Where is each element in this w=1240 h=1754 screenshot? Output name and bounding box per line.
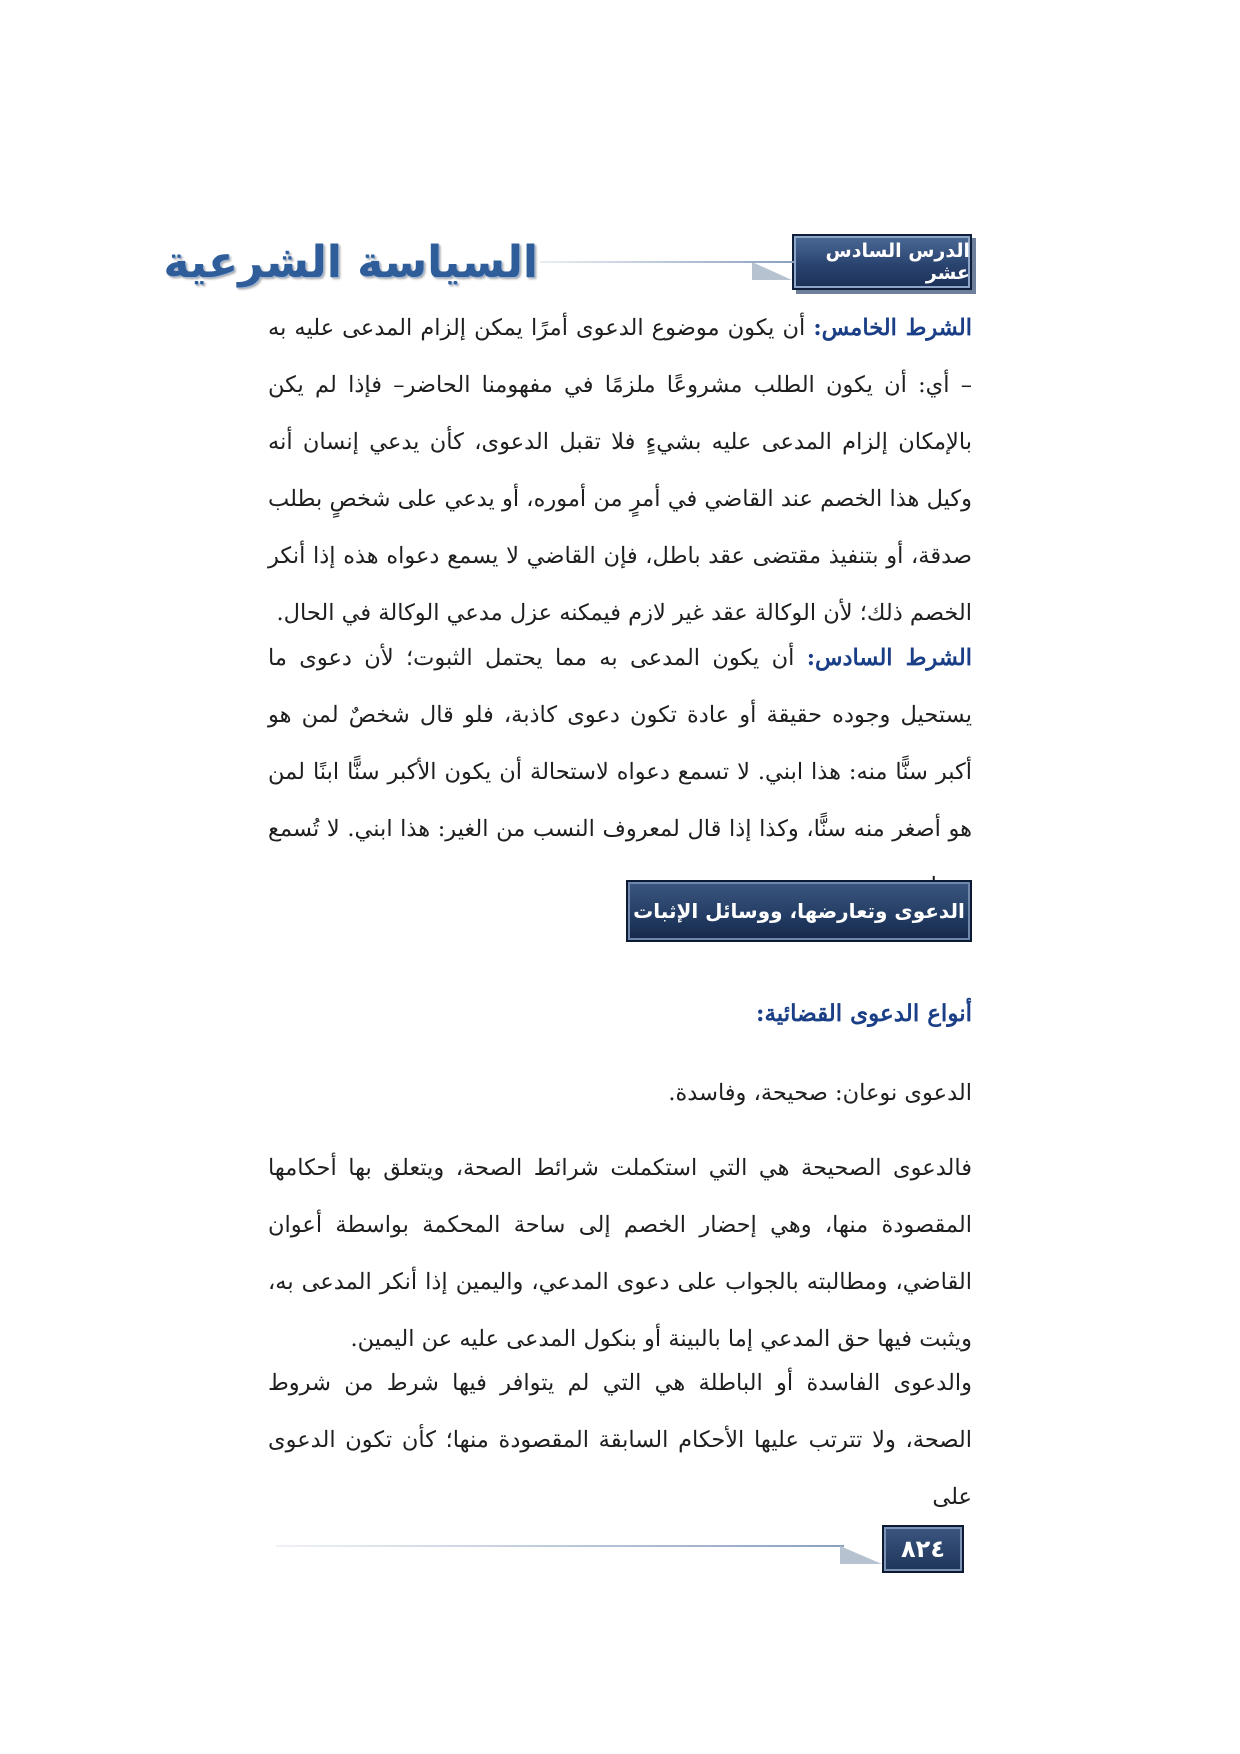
header-divider-line xyxy=(540,261,794,263)
condition-six-paragraph xyxy=(268,630,972,915)
condition-five-text: أن يكون موضوع الدعوى أمرًا يمكن إلزام المدعى عليه به – أي: أن يكون الطلب مشروعًا ملزمًا في مفهومنا الحاضر– فإذا لم يكن بالإمكان إلزام المدعى عليه بشيءٍ فلا تقبل الدعوى، كأن يدعي إنسان أنه وكيل هذا الخصم عند القاضي في أمرٍ من أموره، أو يدعي على شخصٍ بطلب صدقة، أو بتنفيذ مقتضى عقد باطل، فإن القاضي لا يسمع دعواه هذه إذا أنكر الخصم ذلك؛ لأن الوكالة عقد غير لازم فيمكنه عزل مدعي الوكالة في الحال. xyxy=(268,315,972,626)
lesson-label-box xyxy=(792,234,972,290)
valid-claim-paragraph xyxy=(268,1140,972,1368)
invalid-claim-paragraph xyxy=(268,1355,972,1526)
footer-divider-line xyxy=(276,1545,844,1547)
page-number: ٨٢٤ xyxy=(901,1535,945,1563)
condition-five-label: الشرط الخامس: xyxy=(813,315,972,341)
section-banner xyxy=(626,880,972,942)
valid-claim-text: فالدعوى الصحيحة هي التي استكملت شرائط الصحة، ويتعلق بها أحكامها المقصودة منها، وهي إحضار الخصم إلى ساحة المحكمة بواسطة أعوان القاضي، ومطالبته بالجواب على دعوى المدعي، واليمين إذا أنكر المدعى به، ويثبت فيها حق المدعي إما بالبينة أو بنكول المدعى عليه عن اليمين. xyxy=(268,1155,972,1352)
claim-types-text: الدعوى نوعان: صحيحة، وفاسدة. xyxy=(668,1080,972,1106)
footer-tail-decoration xyxy=(840,1546,882,1564)
book-title: السياسة الشرعية xyxy=(163,237,538,288)
condition-six-text: أن يكون المدعى به مما يحتمل الثبوت؛ لأن دعوى ما يستحيل وجوده حقيقة أو عادة تكون دعوى كاذبة، فلو قال شخصٌ لمن هو أكبر سنًّا منه: هذا ابني. لا تسمع دعواه لاستحالة أن يكون الأكبر سنًّا ابنًا لمن هو أصغر منه سنًّا، وكذا إذا قال لمعروف النسب من الغير: هذا ابني. لا تُسمع xyxy=(268,645,972,842)
claim-types-paragraph xyxy=(268,1065,972,1122)
section-banner-title: الدعوى وتعارضها، ووسائل الإثبات xyxy=(633,899,965,923)
page-number-box xyxy=(882,1525,964,1573)
condition-six-label: الشرط السادس: xyxy=(806,645,972,671)
invalid-claim-text: والدعوى الفاسدة أو الباطلة هي التي لم يتوافر فيها شرط من شروط الصحة، ولا تترتب عليها الأحكام السابقة المقصودة منها؛ كأن تكون الدعوى على xyxy=(268,1370,972,1510)
lesson-box-tail-decoration xyxy=(752,262,792,280)
condition-five-paragraph xyxy=(268,300,972,642)
lesson-label: الدرس السادس عشر xyxy=(825,240,970,284)
section-subheading: أنواع الدعوى القضائية: xyxy=(755,1000,972,1027)
